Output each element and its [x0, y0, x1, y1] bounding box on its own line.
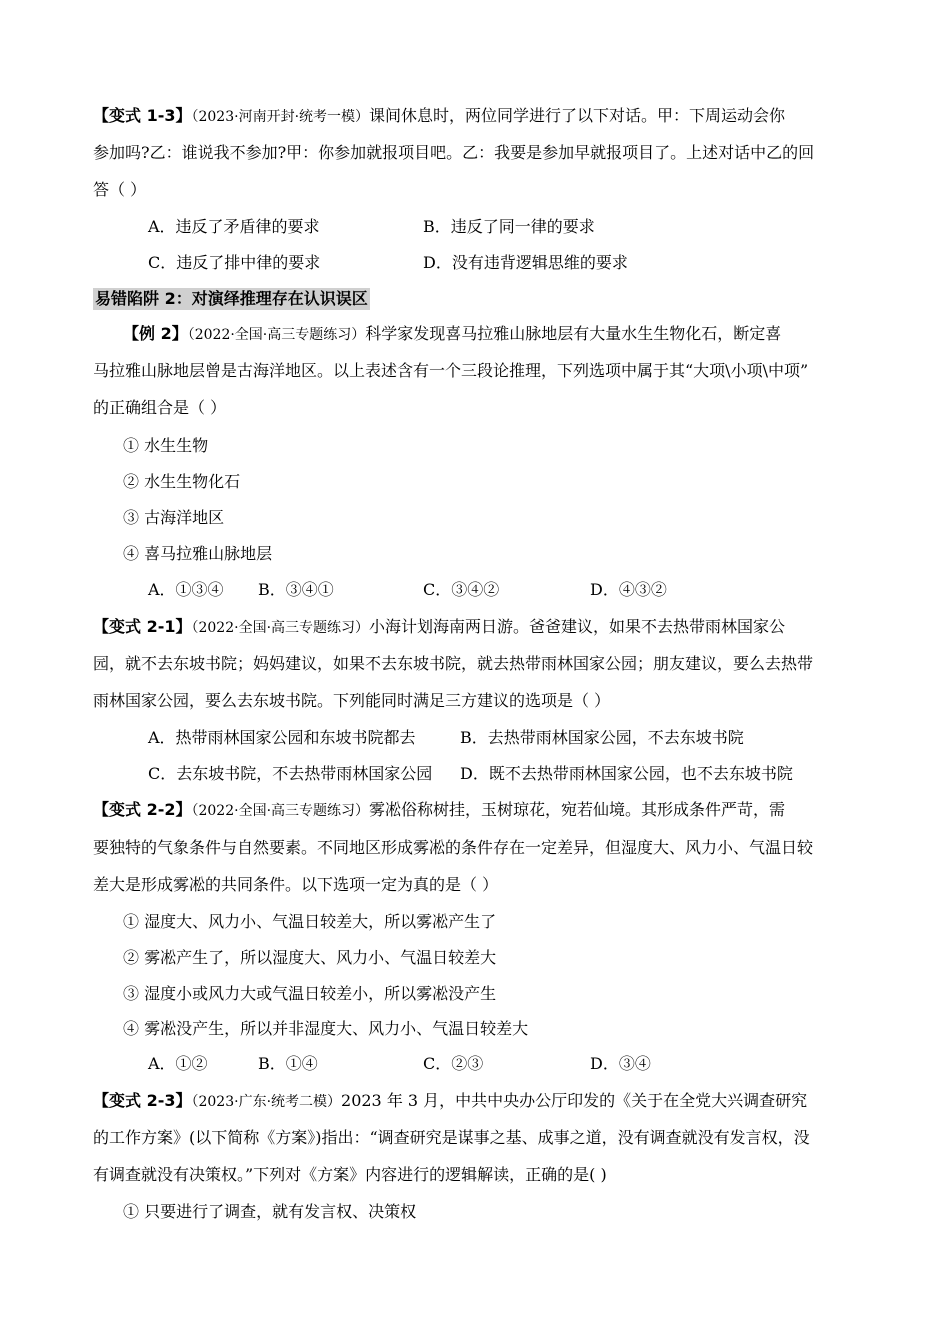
- question-tag: 【变式 2-2】: [93, 800, 192, 819]
- question-tag: 【例 2】: [123, 324, 188, 343]
- option-b: B．③④①: [258, 580, 334, 599]
- question-source: （2023·广东·统考二模）: [191, 1094, 342, 1110]
- question-source: （2022·全国·高三专题练习）: [191, 620, 370, 636]
- list-item: ② 雾凇产生了，所以湿度大、风力小、气温日较差大: [123, 948, 497, 967]
- option-b: B．违反了同一律的要求: [423, 217, 595, 236]
- question-source: （2023·河南开封·统考一模）: [191, 109, 370, 125]
- option-a: A．热带雨林国家公园和东坡书院都去: [148, 728, 416, 747]
- option-c: C．②③: [423, 1054, 484, 1073]
- question-tag: 【变式 1-3】: [93, 106, 192, 125]
- list-item: ① 湿度大、风力小、气温日较差大，所以雾凇产生了: [123, 912, 497, 931]
- list-item: ③ 湿度小或风力大或气温日较差小，所以雾凇没产生: [123, 984, 497, 1003]
- question-text: 课间休息时，两位同学进行了以下对话。甲：下周运动会你: [369, 106, 786, 125]
- question-v13-line2: 参加吗?乙：谁说我不参加?甲：你参加就报项目吧。乙：我要是参加早就报项目了。上述对话中乙的回: [93, 143, 815, 162]
- question-v22-line2: 要独特的气象条件与自然要素。不同地区形成雾凇的条件存在一定差异，但湿度大、风力小、气温日较: [93, 838, 814, 857]
- question-text: 科学家发现喜马拉雅山脉地层有大量水生生物化石，断定喜: [365, 324, 782, 343]
- option-d: D．④③②: [590, 580, 667, 599]
- option-a: A．违反了矛盾律的要求: [148, 217, 320, 236]
- question-v23-line3: 有调查就没有决策权。”下列对《方案》内容进行的逻辑解读，正确的是( ): [93, 1165, 607, 1184]
- option-c: C．③④②: [423, 580, 500, 599]
- list-item: ② 水生生物化石: [123, 472, 241, 491]
- option-d: D．既不去热带雨林国家公园，也不去东坡书院: [460, 764, 793, 783]
- question-v22-line3: 差大是形成雾凇的共同条件。以下选项一定为真的是（ ）: [93, 875, 499, 894]
- question-ex2-line2: 马拉雅山脉地层曾是古海洋地区。以上表述含有一个三段论推理，下列选项中属于其“大项\小项\中项”: [93, 361, 809, 380]
- question-v21-line3: 雨林国家公园，要么去东坡书院。下列能同时满足三方建议的选项是（ ）: [93, 691, 611, 710]
- option-d: D．没有违背逻辑思维的要求: [423, 253, 628, 272]
- option-b: B．①④: [258, 1054, 318, 1073]
- option-d: D．③④: [590, 1054, 651, 1073]
- question-text: 小海计划海南两日游。爸爸建议，如果不去热带雨林国家公: [369, 617, 786, 636]
- option-c: C．违反了排中律的要求: [148, 253, 321, 272]
- list-item: ④ 喜马拉雅山脉地层: [123, 544, 273, 563]
- section-heading-trap-2: 易错陷阱 2：对演绎推理存在认识误区: [95, 289, 368, 308]
- list-item: ① 只要进行了调查，就有发言权、决策权: [123, 1202, 417, 1221]
- question-tag: 【变式 2-1】: [93, 617, 192, 636]
- question-source: （2022·全国·高三专题练习）: [187, 327, 366, 343]
- question-v21-line2: 园，就不去东坡书院；妈妈建议，如果不去东坡书院，就去热带雨林国家公园；朋友建议，要么去热带: [93, 654, 814, 673]
- option-b: B．去热带雨林国家公园，不去东坡书院: [460, 728, 744, 747]
- question-v13-line3: 答（ ）: [93, 180, 147, 199]
- question-v13-line1: [93, 106, 870, 127]
- question-v23-line1: [93, 1091, 870, 1112]
- question-ex2-line1: [123, 324, 870, 345]
- option-a: A．①②: [148, 1054, 208, 1073]
- question-v22-line1: [93, 800, 870, 821]
- question-text: 雾凇俗称树挂，玉树琼花，宛若仙境。其形成条件严苛，需: [369, 800, 786, 819]
- question-text: 2023 年 3 月，中共中央办公厅印发的《关于在全党大兴调查研究: [341, 1091, 808, 1110]
- question-source: （2022·全国·高三专题练习）: [191, 803, 370, 819]
- option-a: A．①③④: [148, 580, 224, 599]
- list-item: ① 水生生物: [123, 436, 209, 455]
- option-c: C．去东坡书院，不去热带雨林国家公园: [148, 764, 433, 783]
- question-ex2-line3: 的正确组合是（ ）: [93, 398, 227, 417]
- question-tag: 【变式 2-3】: [93, 1091, 192, 1110]
- list-item: ④ 雾凇没产生，所以并非湿度大、风力小、气温日较差大: [123, 1019, 529, 1038]
- question-v23-line2: 的工作方案》(以下简称《方案》)指出：“调查研究是谋事之基、成事之道，没有调查就没有发言权，没: [93, 1128, 810, 1147]
- list-item: ③ 古海洋地区: [123, 508, 225, 527]
- question-v21-line1: [93, 617, 870, 638]
